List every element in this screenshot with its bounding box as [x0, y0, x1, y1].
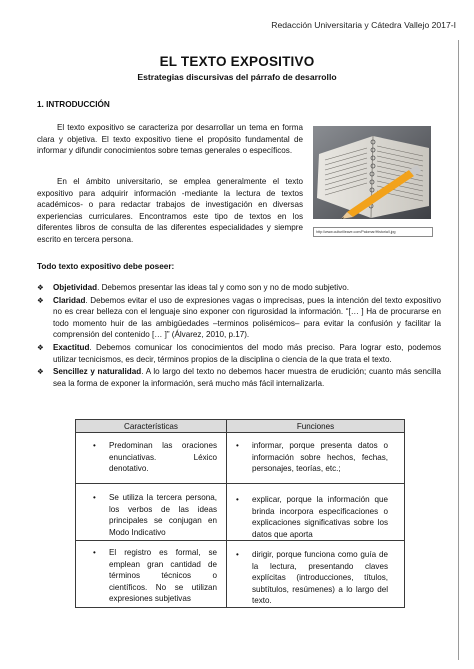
cell-text: Se utiliza la tercera persona, los verbos de las ideas principales se conjugan en Modo Indicativo — [109, 493, 217, 537]
table-row — [76, 541, 405, 608]
document-title: EL TEXTO EXPOSITIVO — [159, 54, 315, 69]
property-text: . Debemos evitar el uso de expresiones vagas o imprecisas, pues la intención del texto expositivo no es crear belleza con el lenguaje sino exponer con rigurosidad la información. “[… ] Ha de procurarse en todo momento huir de las ambigüedades –terminos polisémicos– para evitar la confusión y facilitar la comprensión del contenido [… ]” (Álvarez, 2010, p.17). — [53, 295, 441, 340]
property-text: . Debemos presentar las ideas tal y como son y no de modo subjetivo. — [97, 283, 350, 292]
list-item — [37, 342, 441, 365]
bullet-dot-icon: • — [236, 441, 239, 450]
cell-text: Predominan las oraciones enunciativas. Léxico denotativo. — [109, 441, 217, 473]
document-subtitle: Estrategias discursivas del párrafo de desarrollo — [137, 72, 337, 82]
book-and-pencil-photo — [313, 126, 431, 219]
bullet-dot-icon: • — [93, 441, 96, 450]
diamond-bullet-icon: ❖ — [37, 295, 44, 305]
list-item — [37, 366, 441, 389]
table-header-row — [76, 420, 405, 433]
cell-text: explicar, porque la información que brinda incorpora especificaciones o explicaciones significativas sobre los datos que aporta — [252, 495, 388, 539]
margin-rule — [458, 40, 459, 660]
image-source-url: http://www.culturilleave.com/Palomar/Historia/l.jpg — [313, 227, 433, 237]
cell-text: informar, porque presenta datos o información sobre hechos, fechas, personajes, teorías, etc.; — [252, 441, 388, 473]
table-cell — [227, 541, 405, 608]
table-cell — [227, 484, 405, 541]
characteristics-table — [75, 419, 405, 608]
property-term: Claridad — [53, 295, 86, 305]
bullet-dot-icon: • — [93, 493, 96, 502]
bullet-dot-icon: • — [236, 550, 239, 559]
cell-text: dirigir, porque funciona como guía de la lectura, presentando claves explícitas (introducciones, títulos, subtítulos, resúmenes) a lo largo del texto. — [252, 550, 388, 605]
book-photo-illustration — [313, 126, 431, 219]
list-item — [37, 282, 441, 294]
diamond-bullet-icon: ❖ — [37, 283, 44, 292]
column-header-caracteristicas: Características — [76, 420, 227, 433]
bullet-dot-icon: • — [93, 548, 96, 557]
intro-paragraph-1: El texto expositivo se caracteriza por desarrollar un tema en forma clara y objetiva. El texto expositivo tiene el propósito fundamental de informar y difundir conocimientos sobre temas generales o específicos. — [37, 123, 303, 156]
running-header: Redacción Universitaria y Cátedra Vallejo 2017-I — [271, 20, 456, 30]
cell-text: El registro es formal, se emplean gran cantidad de términos técnicos o científicos. No se utilizan expresiones subjetivas — [109, 548, 217, 603]
table — [75, 419, 405, 608]
properties-list — [37, 282, 441, 390]
property-text: . Debemos comunicar los conocimientos del modo más preciso. Para lograr esto, podemos utilizar tecnicismos, es decir, términos propios de la disciplina o ciencia de la que trata el texto. — [53, 342, 441, 364]
column-header-funciones: Funciones — [227, 420, 405, 433]
property-text: . A lo largo del texto no debemos hacer muestra de erudición; cuanto más sencilla sea la forma de exponer la información, será mucho más fácil internalizarla. — [53, 367, 441, 388]
property-term: Exactitud — [53, 342, 90, 352]
table-cell — [76, 433, 227, 484]
property-term: Sencillez y naturalidad — [53, 367, 142, 377]
table-row — [76, 484, 405, 541]
diamond-bullet-icon: ❖ — [37, 342, 44, 352]
list-item — [37, 295, 441, 341]
table-row — [76, 433, 405, 484]
table-cell — [76, 541, 227, 608]
property-term: Objetividad — [53, 283, 98, 292]
section-heading: 1. INTRODUCCIÓN — [37, 100, 110, 109]
table-cell — [76, 484, 227, 541]
diamond-bullet-icon: ❖ — [37, 367, 44, 377]
intro-paragraph-2: En el ámbito universitario, se emplea generalmente el texto expositivo para adquirir información -mediante la lectura de textos académicos- o para redactar trabajos de investigación en diversas experiencias curriculares. Encontramos este tipo de textos en los diferentes libros de consulta de las diferentes especialidades y siempre escrito en tercera persona. — [37, 177, 303, 244]
bullet-dot-icon: • — [236, 495, 239, 504]
table-cell — [227, 433, 405, 484]
properties-lead: Todo texto expositivo debe poseer: — [37, 262, 175, 271]
